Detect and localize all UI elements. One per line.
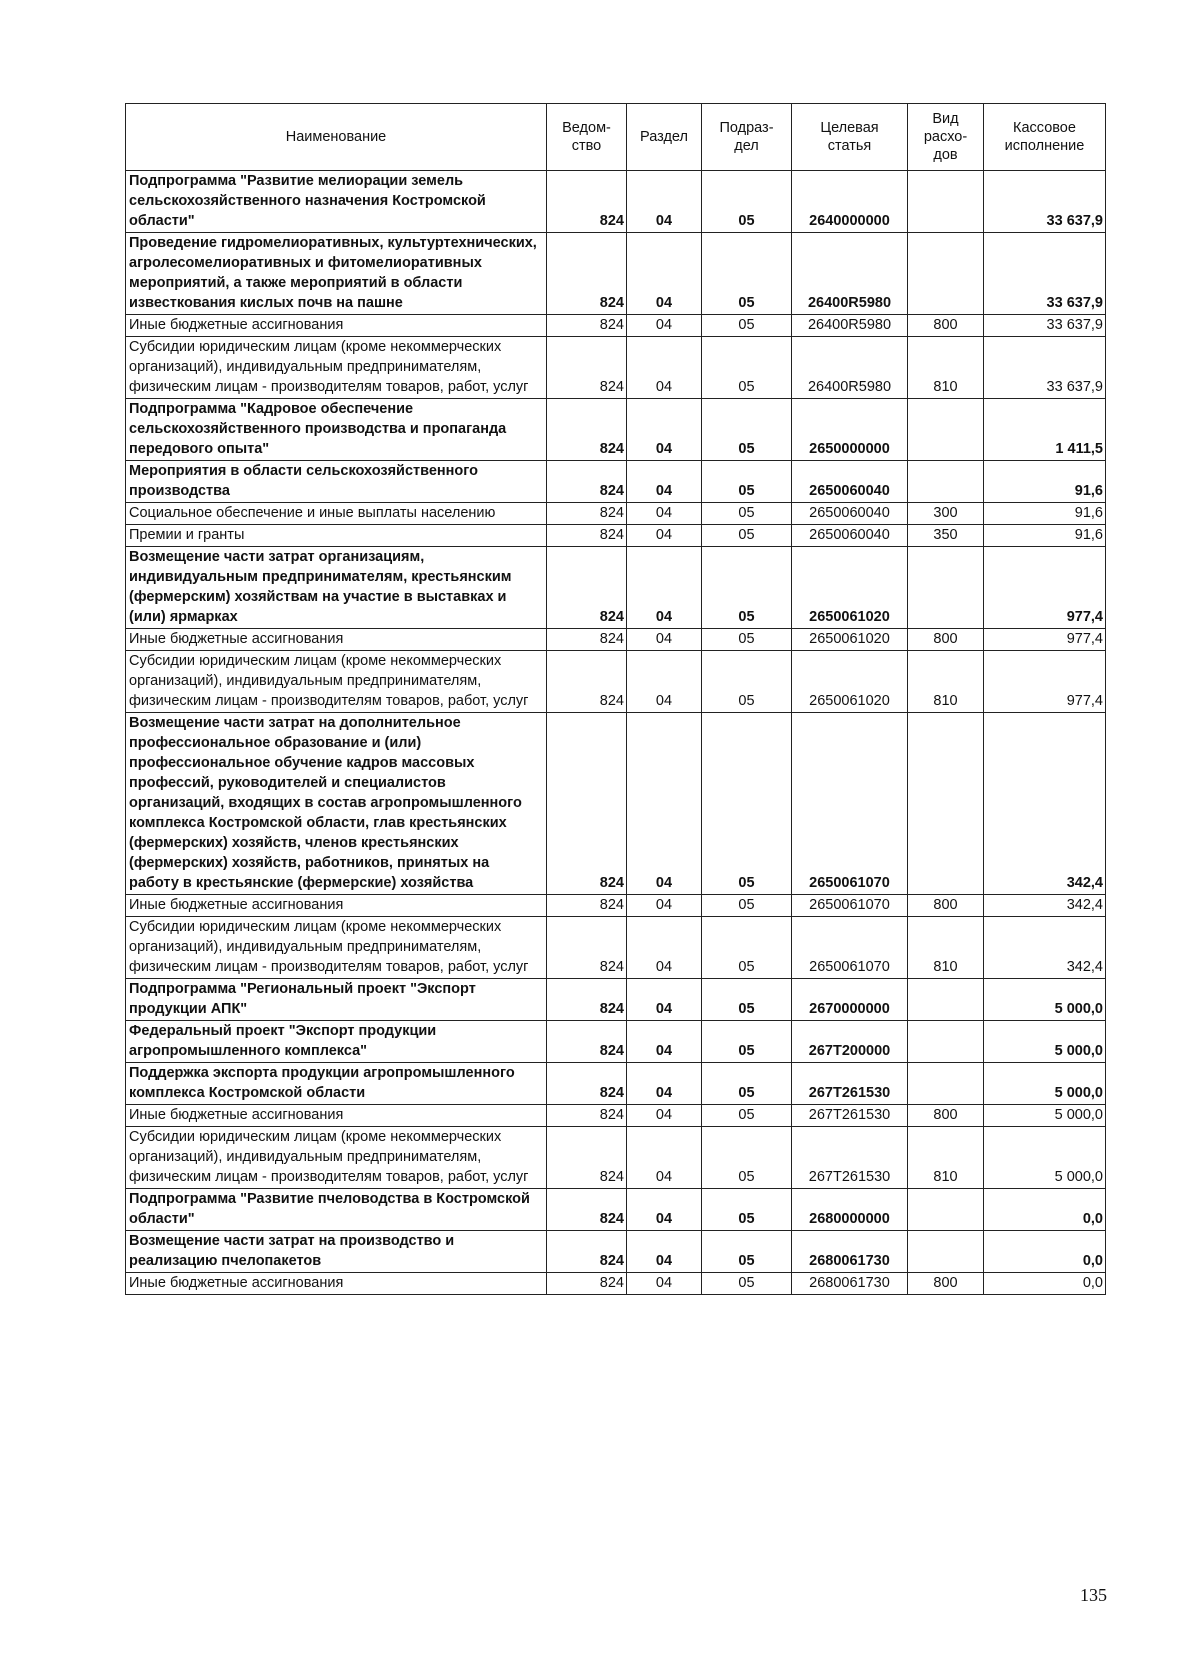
cell-celevaya: 2640000000	[792, 171, 908, 233]
cell-name: Премии и гранты	[126, 525, 547, 547]
cell-vid: 800	[908, 1105, 984, 1127]
header-kassa-text: Кассовое исполнение	[1004, 120, 1085, 154]
cell-vedomstvo: 824	[547, 171, 627, 233]
table-row	[126, 337, 1106, 399]
cell-podrazdel: 05	[702, 171, 792, 233]
cell-razdel: 04	[627, 315, 702, 337]
cell-podrazdel: 05	[702, 895, 792, 917]
cell-kassa: 342,4	[984, 917, 1106, 979]
cell-kassa: 977,4	[984, 651, 1106, 713]
cell-name: Иные бюджетные ассигнования	[126, 1273, 547, 1295]
cell-razdel: 04	[627, 399, 702, 461]
table-row	[126, 399, 1106, 461]
header-vid-text: Вид расхо- дов	[923, 111, 968, 163]
cell-name: Поддержка экспорта продукции агропромышленного комплекса Костромской области	[126, 1063, 547, 1105]
cell-vid: 810	[908, 337, 984, 399]
table-row	[126, 713, 1106, 895]
cell-podrazdel: 05	[702, 1105, 792, 1127]
cell-kassa: 5 000,0	[984, 1105, 1106, 1127]
cell-podrazdel: 05	[702, 1021, 792, 1063]
cell-name: Иные бюджетные ассигнования	[126, 895, 547, 917]
cell-kassa: 33 637,9	[984, 337, 1106, 399]
cell-celevaya: 26400R5980	[792, 233, 908, 315]
cell-podrazdel: 05	[702, 1189, 792, 1231]
cell-vid	[908, 461, 984, 503]
cell-celevaya: 2650061070	[792, 895, 908, 917]
cell-name: Иные бюджетные ассигнования	[126, 1105, 547, 1127]
header-podrazdel	[702, 104, 792, 171]
cell-podrazdel: 05	[702, 1127, 792, 1189]
cell-celevaya: 2650000000	[792, 399, 908, 461]
cell-vedomstvo: 824	[547, 917, 627, 979]
cell-razdel: 04	[627, 629, 702, 651]
cell-kassa: 0,0	[984, 1273, 1106, 1295]
cell-celevaya: 2680061730	[792, 1273, 908, 1295]
cell-vid: 810	[908, 1127, 984, 1189]
cell-podrazdel: 05	[702, 917, 792, 979]
cell-name: Социальное обеспечение и иные выплаты населению	[126, 503, 547, 525]
cell-celevaya: 2680061730	[792, 1231, 908, 1273]
cell-podrazdel: 05	[702, 461, 792, 503]
cell-name: Субсидии юридическим лицам (кроме некоммерческих организаций), индивидуальным предпринимателям, физическим лицам - производителям товаров, работ, услуг	[126, 917, 547, 979]
table-row	[126, 547, 1106, 629]
table-row	[126, 525, 1106, 547]
cell-vid	[908, 713, 984, 895]
cell-kassa: 977,4	[984, 547, 1106, 629]
cell-vid: 800	[908, 895, 984, 917]
cell-podrazdel: 05	[702, 337, 792, 399]
budget-table-container	[125, 103, 1105, 1295]
cell-celevaya: 2650061020	[792, 651, 908, 713]
cell-celevaya: 267T261530	[792, 1127, 908, 1189]
cell-name: Субсидии юридическим лицам (кроме некоммерческих организаций), индивидуальным предпринимателям, физическим лицам - производителям товаров, работ, услуг	[126, 1127, 547, 1189]
cell-kassa: 342,4	[984, 713, 1106, 895]
table-row	[126, 1273, 1106, 1295]
cell-celevaya: 2650060040	[792, 461, 908, 503]
cell-kassa: 5 000,0	[984, 1063, 1106, 1105]
cell-name: Возмещение части затрат организациям, индивидуальным предпринимателям, крестьянским (фермерским) хозяйствам на участие в выставках и (или) ярмарках	[126, 547, 547, 629]
cell-razdel: 04	[627, 1063, 702, 1105]
table-body	[126, 171, 1106, 1295]
cell-celevaya: 2650061020	[792, 629, 908, 651]
cell-vid: 800	[908, 1273, 984, 1295]
cell-vedomstvo: 824	[547, 503, 627, 525]
cell-vedomstvo: 824	[547, 547, 627, 629]
cell-name: Проведение гидромелиоративных, культуртехнических, агролесомелиоративных и фитомелиоративных мероприятий, а также мероприятий в области известкования кислых почв на пашне	[126, 233, 547, 315]
cell-razdel: 04	[627, 895, 702, 917]
cell-razdel: 04	[627, 979, 702, 1021]
cell-vid	[908, 1021, 984, 1063]
cell-kassa: 0,0	[984, 1189, 1106, 1231]
cell-vedomstvo: 824	[547, 461, 627, 503]
cell-podrazdel: 05	[702, 979, 792, 1021]
table-row	[126, 1231, 1106, 1273]
cell-podrazdel: 05	[702, 399, 792, 461]
cell-vedomstvo: 824	[547, 895, 627, 917]
cell-vid	[908, 233, 984, 315]
cell-celevaya: 2650061070	[792, 713, 908, 895]
cell-vid: 800	[908, 315, 984, 337]
cell-celevaya: 2650060040	[792, 503, 908, 525]
cell-razdel: 04	[627, 233, 702, 315]
cell-vid: 300	[908, 503, 984, 525]
cell-podrazdel: 05	[702, 713, 792, 895]
cell-name: Возмещение части затрат на производство и реализацию пчелопакетов	[126, 1231, 547, 1273]
cell-celevaya: 267T261530	[792, 1105, 908, 1127]
table-row	[126, 503, 1106, 525]
cell-name: Федеральный проект "Экспорт продукции агропромышленного комплекса"	[126, 1021, 547, 1063]
cell-razdel: 04	[627, 1021, 702, 1063]
cell-kassa: 91,6	[984, 525, 1106, 547]
cell-podrazdel: 05	[702, 651, 792, 713]
cell-vedomstvo: 824	[547, 525, 627, 547]
cell-vid	[908, 399, 984, 461]
cell-kassa: 33 637,9	[984, 315, 1106, 337]
table-row	[126, 171, 1106, 233]
cell-razdel: 04	[627, 525, 702, 547]
cell-razdel: 04	[627, 1231, 702, 1273]
cell-vedomstvo: 824	[547, 233, 627, 315]
cell-vedomstvo: 824	[547, 651, 627, 713]
cell-kassa: 5 000,0	[984, 1021, 1106, 1063]
table-row	[126, 461, 1106, 503]
cell-vedomstvo: 824	[547, 315, 627, 337]
cell-podrazdel: 05	[702, 315, 792, 337]
table-row	[126, 895, 1106, 917]
header-celevaya-text: Целевая статья	[820, 120, 879, 154]
cell-podrazdel: 05	[702, 1063, 792, 1105]
cell-kassa: 1 411,5	[984, 399, 1106, 461]
cell-celevaya: 2670000000	[792, 979, 908, 1021]
cell-podrazdel: 05	[702, 1273, 792, 1295]
cell-vedomstvo: 824	[547, 1231, 627, 1273]
cell-kassa: 0,0	[984, 1231, 1106, 1273]
cell-celevaya: 2650061020	[792, 547, 908, 629]
cell-vedomstvo: 824	[547, 713, 627, 895]
cell-vid	[908, 979, 984, 1021]
cell-podrazdel: 05	[702, 233, 792, 315]
page-number: 135	[1080, 1585, 1107, 1605]
table-row	[126, 629, 1106, 651]
table-row	[126, 979, 1106, 1021]
cell-vid: 350	[908, 525, 984, 547]
cell-kassa: 91,6	[984, 503, 1106, 525]
cell-kassa: 91,6	[984, 461, 1106, 503]
cell-vid	[908, 547, 984, 629]
table-row	[126, 917, 1106, 979]
header-vedomstvo	[547, 104, 627, 171]
cell-name: Иные бюджетные ассигнования	[126, 629, 547, 651]
cell-name: Мероприятия в области сельскохозяйственного производства	[126, 461, 547, 503]
cell-vedomstvo: 824	[547, 1127, 627, 1189]
table-row	[126, 1105, 1106, 1127]
cell-vedomstvo: 824	[547, 337, 627, 399]
cell-celevaya: 26400R5980	[792, 337, 908, 399]
cell-razdel: 04	[627, 713, 702, 895]
cell-razdel: 04	[627, 651, 702, 713]
header-name: Наименование	[126, 104, 547, 171]
cell-vedomstvo: 824	[547, 1189, 627, 1231]
cell-razdel: 04	[627, 461, 702, 503]
cell-kassa: 5 000,0	[984, 979, 1106, 1021]
cell-kassa: 977,4	[984, 629, 1106, 651]
table-row	[126, 315, 1106, 337]
cell-podrazdel: 05	[702, 525, 792, 547]
cell-razdel: 04	[627, 1189, 702, 1231]
header-razdel: Раздел	[627, 104, 702, 171]
budget-table	[125, 103, 1106, 1295]
cell-celevaya: 267T200000	[792, 1021, 908, 1063]
cell-celevaya: 2650061070	[792, 917, 908, 979]
header-podrazdel-text: Подраз- дел	[719, 120, 774, 154]
cell-razdel: 04	[627, 917, 702, 979]
cell-kassa: 5 000,0	[984, 1127, 1106, 1189]
cell-vedomstvo: 824	[547, 1063, 627, 1105]
table-row	[126, 1021, 1106, 1063]
cell-podrazdel: 05	[702, 629, 792, 651]
cell-name: Субсидии юридическим лицам (кроме некоммерческих организаций), индивидуальным предпринимателям, физическим лицам - производителям товаров, работ, услуг	[126, 337, 547, 399]
cell-vedomstvo: 824	[547, 1021, 627, 1063]
cell-razdel: 04	[627, 1105, 702, 1127]
cell-podrazdel: 05	[702, 1231, 792, 1273]
cell-kassa: 342,4	[984, 895, 1106, 917]
header-kassa	[984, 104, 1106, 171]
cell-razdel: 04	[627, 503, 702, 525]
table-row	[126, 1127, 1106, 1189]
cell-vedomstvo: 824	[547, 629, 627, 651]
cell-vid: 810	[908, 651, 984, 713]
cell-vid	[908, 171, 984, 233]
table-row	[126, 1189, 1106, 1231]
cell-vid	[908, 1063, 984, 1105]
table-row	[126, 233, 1106, 315]
cell-name: Подпрограмма "Развитие мелиорации земель сельскохозяйственного назначения Костромской области"	[126, 171, 547, 233]
cell-name: Иные бюджетные ассигнования	[126, 315, 547, 337]
cell-vid: 800	[908, 629, 984, 651]
table-row	[126, 1063, 1106, 1105]
cell-razdel: 04	[627, 547, 702, 629]
cell-vid	[908, 1231, 984, 1273]
cell-vedomstvo: 824	[547, 399, 627, 461]
cell-kassa: 33 637,9	[984, 171, 1106, 233]
cell-podrazdel: 05	[702, 503, 792, 525]
cell-razdel: 04	[627, 171, 702, 233]
cell-celevaya: 2650060040	[792, 525, 908, 547]
header-vedomstvo-text: Ведом- ство	[562, 120, 611, 154]
cell-celevaya: 26400R5980	[792, 315, 908, 337]
table-header-row	[126, 104, 1106, 171]
cell-vedomstvo: 824	[547, 1105, 627, 1127]
cell-razdel: 04	[627, 337, 702, 399]
header-celevaya	[792, 104, 908, 171]
cell-podrazdel: 05	[702, 547, 792, 629]
cell-kassa: 33 637,9	[984, 233, 1106, 315]
cell-vid	[908, 1189, 984, 1231]
cell-vedomstvo: 824	[547, 979, 627, 1021]
cell-name: Субсидии юридическим лицам (кроме некоммерческих организаций), индивидуальным предпринимателям, физическим лицам - производителям товаров, работ, услуг	[126, 651, 547, 713]
cell-vedomstvo: 824	[547, 1273, 627, 1295]
cell-vid: 810	[908, 917, 984, 979]
cell-name: Возмещение части затрат на дополнительное профессиональное образование и (или) профессиональное обучение кадров массовых профессий, руководителей и специалистов организаций, входящих в состав агропромышленного комплекса Костромской области, глав крестьянских (фермерских) хозяйств, членов крестьянских (фермерских) хозяйств, работников, принятых на работу в крестьянские (фермерские) хозяйства	[126, 713, 547, 895]
cell-celevaya: 2680000000	[792, 1189, 908, 1231]
header-vid	[908, 104, 984, 171]
cell-celevaya: 267T261530	[792, 1063, 908, 1105]
cell-name: Подпрограмма "Кадровое обеспечение сельскохозяйственного производства и пропаганда передового опыта"	[126, 399, 547, 461]
table-row	[126, 651, 1106, 713]
cell-name: Подпрограмма "Развитие пчеловодства в Костромской области"	[126, 1189, 547, 1231]
cell-razdel: 04	[627, 1273, 702, 1295]
cell-name: Подпрограмма "Региональный проект "Экспорт продукции АПК"	[126, 979, 547, 1021]
cell-razdel: 04	[627, 1127, 702, 1189]
